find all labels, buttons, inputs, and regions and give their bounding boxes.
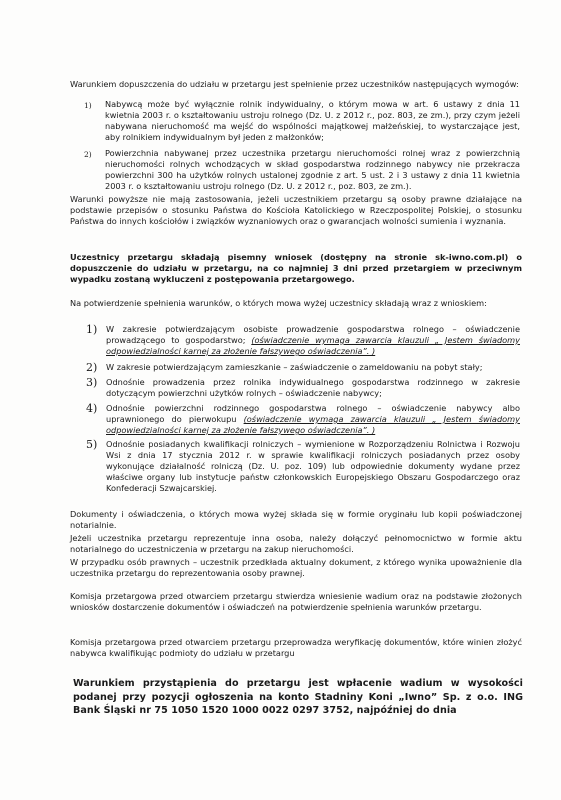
intro-paragraph: Warunkiem dopuszczenia do udziału w przetargu jest spełnienie przez uczestników następujących wymogów: — [70, 79, 519, 89]
req-number-2: 2) — [84, 150, 92, 159]
doc-item-4-note: (oświadczenie wymaga zawarcia klauzuli „ Jestem świadomy odpowiedzialności karnej za złożenie fałszywego oświadczenia”. ) — [106, 414, 520, 435]
doc-item-1-text: W zakresie potwierdzającym osobiste prowadzenie gospodarstwa rolnego – oświadczenie prowadzącego to gospodarstwo; — [106, 324, 520, 345]
commission-paragraph-1: Komisja przetargowa przed otwarciem przetargu stwierdza wniesienie wadium oraz na podstawie złożonych wniosków dostarczenie dokumentów i oświadczeń na potwierdzenie spełnienia warunków przetargu. — [70, 591, 522, 612]
doc-number-2: 2) — [86, 361, 98, 374]
notice-bold-paragraph: Uczestnicy przetargu składają pisemny wniosek (dostępny na stronie sk-iwno.com.pl) o dopuszczenie do udziału w przetargu, na co najmniej 3 dni przed przetargiem w przeciwnym wypadku zostaną wykluczeni z postępowania przetargowego. — [70, 252, 522, 284]
final-bold-paragraph: Warunkiem przystąpienia do przetargu jest wpłacenie wadium w wysokości podanej przy pozycji ogłoszenia na konto Stadniny Koni „Iwno” Sp. z o.o. ING Bank Śląski nr 75 1050 1520 1000 0022 0297 3752, najpóźniej do dnia — [73, 678, 523, 716]
doc-number-4: 4) — [86, 402, 98, 415]
doc-number-1: 1) — [86, 323, 98, 336]
doc-item-4-text: Odnośnie powierzchni rodzinnego gospodarstwa rolnego – oświadczenie nabywcy albo uprawnionego do pierwokupu — [106, 403, 520, 424]
doc-item-3: Odnośnie prowadzenia przez rolnika indywidualnego gospodarstwa rodzinnego w zakresie dotyczącym powierzchni użytków rolnych – oświadczenie nabywcy; — [106, 377, 520, 398]
docs-paragraph: Dokumenty i oświadczenia, o których mowa wyżej składa się w formie oryginału lub kopii poświadczonej notarialnie. — [70, 509, 522, 530]
legal-entity-paragraph: W przypadku osób prawnych – uczestnik przedkłada aktualny dokument, z którego wynika upoważnienie dla uczestnika przetargu do reprezentowania osoby prawnej. — [70, 557, 522, 578]
req-item-2: Powierzchnia nabywanej przez uczestnika przetargu nieruchomości rolnej wraz z powierzchnią nieruchomości rolnych wchodzących w skład gospodarstwa rodzinnego nabywcy nie przekracza powierzchni 300 ha użytków rolnych ustalonej zgodnie z art. 5 ust. 2 i 3 ustawy z dnia 11 kwietnia 2003 r. o kształtowaniu ustroju rolnego (Dz. U. z 2012 r., poz. 803, ze zm.). — [105, 148, 520, 191]
req-number-1: 1) — [84, 101, 92, 110]
req-item-1: Nabywcą może być wyłącznie rolnik indywidualny, o którym mowa w art. 6 ustawy z dnia 11 kwietnia 2003 r. o kształtowaniu ustroju rolnego (Dz. U. z 2012 r., poz. 803, ze zm.), przy czym jeżeli nabywana nieruchomość ma wejść do wspólności majątkowej małżeńskiej, to wystarczające jest, aby rolnikiem indywidualnym był jeden z małżonków; — [105, 99, 520, 142]
confirm-intro: Na potwierdzenie spełnienia warunków, o których mowa wyżej uczestnicy składają wraz z wnioskiem: — [70, 298, 487, 308]
doc-item-1 — [106, 324, 520, 357]
exception-paragraph: Warunki powyższe nie mają zastosowania, jeżeli uczestnikiem przetargu są osoby prawne działające na podstawie przepisów o stosunku Państwa do Kościoła Katolickiego w Rzeczpospolitej Polskiej, o stosunku Państwa do innych kościołów i związków wyznaniowych oraz o gwarancjach wolności sumienia i wyznania. — [70, 194, 522, 226]
doc-item-2: W zakresie potwierdzającym zamieszkanie – zaświadczenie o zameldowaniu na pobyt stały; — [106, 362, 483, 372]
doc-number-5: 5) — [86, 438, 98, 451]
doc-item-4 — [106, 403, 520, 436]
commission-paragraph-2: Komisja przetargowa przed otwarciem przetargu przeprowadza weryfikację dokumentów, które winien złożyć nabywca kwalifikując podmioty do udziału w przetargu — [70, 637, 522, 658]
doc-item-5: Odnośnie posiadanych kwalifikacji rolniczych – wymienione w Rozporządzeniu Rolnictwa i Rozwoju Wsi z dnia 17 stycznia 2012 r. w sprawie kwalifikacji rolniczych posiadanych przez osoby wykonujące działalność rolniczą (Dz. U. poz. 109) lub odpowiednie dokumenty wydane przez właściwe organy lub instytucje państw członkowskich Europejskiego Obszaru Gospodarczego oraz Konfederacji Szwajcarskiej. — [106, 439, 520, 493]
representative-paragraph: Jeżeli uczestnika przetargu reprezentuje inna osoba, należy dołączyć pełnomocnictwo w formie aktu notarialnego do uczestniczenia w przetargu na zakup nieruchomości. — [70, 533, 522, 554]
doc-item-1-note: (oświadczenie wymaga zawarcia klauzuli „ Jestem świadomy odpowiedzialności karnej za złożenie fałszywego oświadczenia”. ) — [106, 335, 520, 356]
doc-number-3: 3) — [86, 376, 98, 389]
